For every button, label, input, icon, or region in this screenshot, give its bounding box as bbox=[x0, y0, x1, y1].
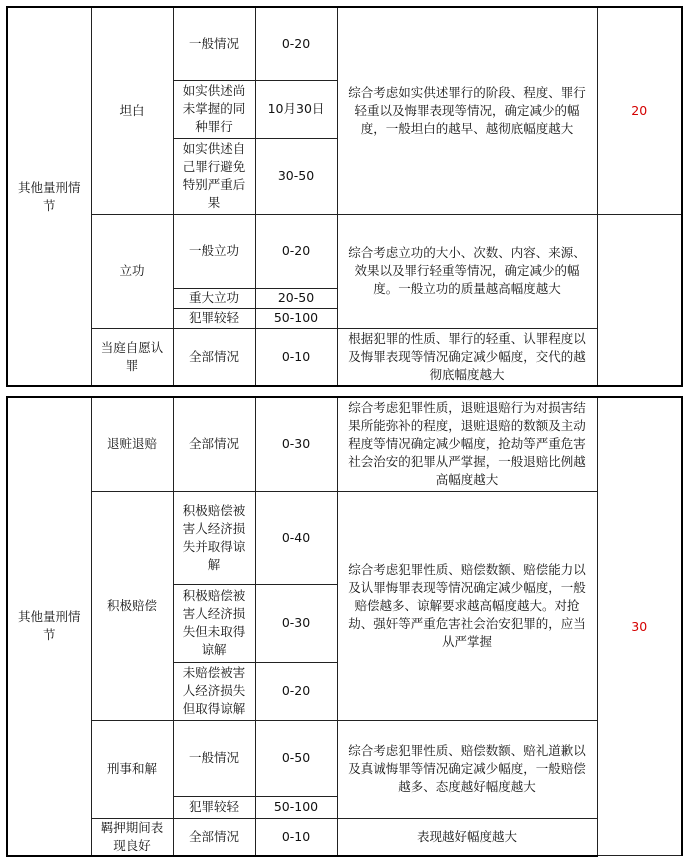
range-cell: 0-20 bbox=[255, 214, 337, 288]
score-cell: 20 bbox=[597, 7, 682, 214]
situation-cell: 全部情况 bbox=[173, 328, 255, 386]
range-cell: 0-20 bbox=[255, 662, 337, 720]
situation-cell: 如实供述自己罪行避免特别严重后果 bbox=[173, 138, 255, 214]
category-label: 其他量刑情节 bbox=[7, 7, 91, 386]
score-cell-empty bbox=[597, 214, 682, 386]
tanbai-description: 综合考虑如实供述罪行的阶段、程度、罪行轻重以及悔罪表现等情况，确定减少的幅度，一般坦白的越早、越彻底幅度越大 bbox=[337, 7, 597, 214]
score-cell: 30 bbox=[597, 397, 682, 856]
range-cell: 50-100 bbox=[255, 308, 337, 328]
range-cell: 0-10 bbox=[255, 328, 337, 386]
tuizang-description: 综合考虑犯罪性质，退赃退赔行为对损害结果所能弥补的程度，退赃退赔的数额及主动程度等情况确定减少幅度，抢劫等严重危害社会治安的犯罪从严掌握，一般退赔比例越高幅度越大 bbox=[337, 397, 597, 491]
range-cell: 0-20 bbox=[255, 7, 337, 80]
situation-cell: 一般情况 bbox=[173, 7, 255, 80]
ligong-label: 立功 bbox=[91, 214, 173, 328]
range-cell: 30-50 bbox=[255, 138, 337, 214]
situation-cell: 犯罪较轻 bbox=[173, 796, 255, 818]
situation-cell: 全部情况 bbox=[173, 397, 255, 491]
sentencing-table-section-2 bbox=[6, 396, 683, 857]
situation-cell: 如实供述尚未掌握的同种罪行 bbox=[173, 80, 255, 138]
range-cell: 50-100 bbox=[255, 796, 337, 818]
dangting-description: 根据犯罪的性质、罪行的轻重、认罪程度以及悔罪表现等情况确定减少幅度，交代的越彻底幅度越大 bbox=[337, 328, 597, 386]
jiya-description: 表现越好幅度越大 bbox=[337, 818, 597, 856]
situation-cell: 积极赔偿被害人经济损失并取得谅解 bbox=[173, 491, 255, 584]
tanbai-label: 坦白 bbox=[91, 7, 173, 214]
situation-cell: 未赔偿被害人经济损失但取得谅解 bbox=[173, 662, 255, 720]
tuizang-label: 退赃退赔 bbox=[91, 397, 173, 491]
range-cell: 0-30 bbox=[255, 397, 337, 491]
xingshi-label: 刑事和解 bbox=[91, 720, 173, 818]
situation-cell: 一般立功 bbox=[173, 214, 255, 288]
situation-cell: 全部情况 bbox=[173, 818, 255, 856]
range-cell: 10月30日 bbox=[255, 80, 337, 138]
range-cell: 0-50 bbox=[255, 720, 337, 796]
situation-cell: 犯罪较轻 bbox=[173, 308, 255, 328]
situation-cell: 一般情况 bbox=[173, 720, 255, 796]
jiji-description: 综合考虑犯罪性质、赔偿数额、赔偿能力以及认罪悔罪表现等情况确定减少幅度，一般赔偿越多、谅解要求越高幅度越大。对抢劫、强奸等严重危害社会治安犯罪的，应当从严掌握 bbox=[337, 491, 597, 720]
jiji-label: 积极赔偿 bbox=[91, 491, 173, 720]
ligong-description: 综合考虑立功的大小、次数、内容、来源、效果以及罪行轻重等情况，确定减少的幅度。一般立功的质量越高幅度越大 bbox=[337, 214, 597, 328]
range-cell: 20-50 bbox=[255, 288, 337, 308]
jiya-label: 羁押期间表现良好 bbox=[91, 818, 173, 856]
sentencing-table-section-1 bbox=[6, 6, 683, 387]
dangting-label: 当庭自愿认罪 bbox=[91, 328, 173, 386]
range-cell: 0-30 bbox=[255, 584, 337, 662]
situation-cell: 重大立功 bbox=[173, 288, 255, 308]
range-cell: 0-40 bbox=[255, 491, 337, 584]
situation-cell: 积极赔偿被害人经济损失但未取得谅解 bbox=[173, 584, 255, 662]
category-label: 其他量刑情节 bbox=[7, 397, 91, 856]
range-cell: 0-10 bbox=[255, 818, 337, 856]
xingshi-description: 综合考虑犯罪性质、赔偿数额、赔礼道歉以及真诚悔罪等情况确定减少幅度，一般赔偿越多、态度越好幅度越大 bbox=[337, 720, 597, 818]
